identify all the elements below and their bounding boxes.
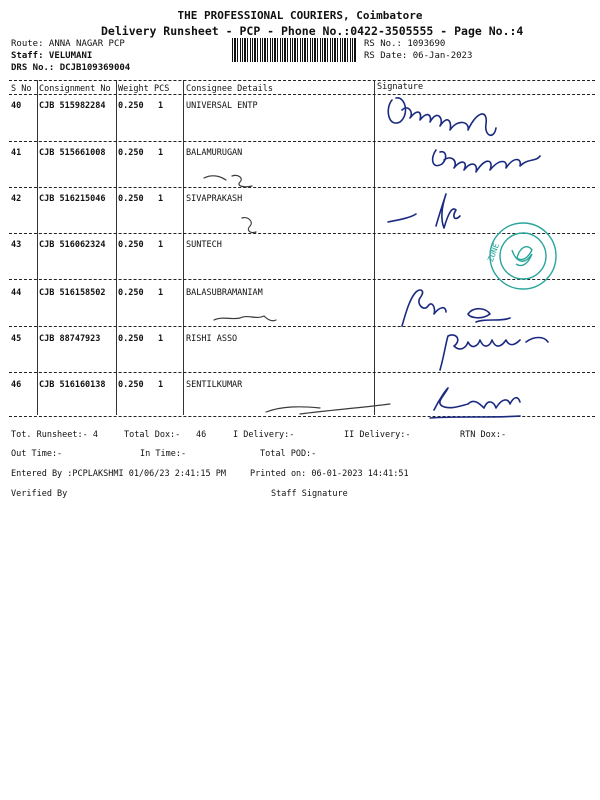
row-rule bbox=[9, 372, 595, 373]
row-consignment: CJB 515982284 bbox=[39, 101, 106, 111]
row-consignment: CJB 516215046 bbox=[39, 194, 106, 204]
printed-on: Printed on: 06-01-2023 14:41:51 bbox=[250, 469, 409, 479]
row-pcs: 1 bbox=[158, 380, 164, 390]
row-rule bbox=[9, 187, 595, 188]
total-dox-label: Total Dox:- bbox=[124, 430, 181, 440]
row-consignee: SENTILKUMAR bbox=[186, 380, 243, 390]
scribble-row-42 bbox=[242, 218, 256, 233]
col-header-consignee: Consignee Details bbox=[186, 84, 273, 94]
in-time: In Time:- bbox=[140, 449, 187, 459]
row-weight: 0.250 bbox=[118, 148, 144, 158]
company-name: THE PROFESSIONAL COURIERS, Coimbatore bbox=[177, 9, 423, 22]
row-sno: 44 bbox=[11, 288, 22, 298]
out-time: Out Time:- bbox=[11, 449, 63, 459]
row-rule bbox=[9, 326, 595, 327]
col-header-signature: Signature bbox=[377, 82, 424, 92]
row-weight: 0.250 bbox=[118, 194, 144, 204]
scribble-row-46 bbox=[266, 404, 390, 414]
row-consignee: SIVAPRAKASH bbox=[186, 194, 243, 204]
row-sno: 40 bbox=[11, 101, 22, 111]
row-consignee: UNIVERSAL ENTP bbox=[186, 101, 258, 111]
row-rule bbox=[9, 233, 595, 234]
drs-number: DRS No.: DCJB109369004 bbox=[11, 63, 131, 73]
barcode bbox=[232, 38, 356, 62]
row-pcs: 1 bbox=[158, 148, 164, 158]
signature-row-42 bbox=[388, 194, 460, 228]
row-pcs: 1 bbox=[158, 194, 164, 204]
row-sno: 41 bbox=[11, 148, 22, 158]
row-weight: 0.250 bbox=[118, 240, 144, 250]
row-consignee: BALASUBRAMANIAM bbox=[186, 288, 263, 298]
row-consignee: RISHI ASSO bbox=[186, 334, 238, 344]
col-divider bbox=[374, 80, 375, 415]
route-label: Route: ANNA NAGAR PCP bbox=[11, 39, 125, 49]
row-weight: 0.250 bbox=[118, 288, 144, 298]
row-consignee: SUNTECH bbox=[186, 240, 222, 250]
scribble-row-41 bbox=[204, 175, 252, 186]
signature-row-44 bbox=[402, 290, 510, 326]
row-rule bbox=[9, 141, 595, 142]
col-header-consignment: Consignment No bbox=[39, 84, 111, 94]
row-weight: 0.250 bbox=[118, 380, 144, 390]
row-consignment: CJB 515661008 bbox=[39, 148, 106, 158]
entered-by: Entered By :PCPLAKSHMI 01/06/23 2:41:15 PM bbox=[11, 469, 226, 479]
row-consignment: CJB 88747923 bbox=[39, 334, 101, 344]
staff-signature: Staff Signature bbox=[271, 489, 348, 499]
signature-row-41 bbox=[433, 150, 540, 172]
col-divider bbox=[183, 80, 184, 415]
row-sno: 46 bbox=[11, 380, 22, 390]
row-consignment: CJB 516158502 bbox=[39, 288, 106, 298]
rs-number: RS No.: 1093690 bbox=[364, 39, 446, 49]
scribble-row-44 bbox=[214, 316, 276, 321]
row-rule bbox=[9, 279, 595, 280]
rtn-dox: RTN Dox:- bbox=[460, 430, 507, 440]
signature-row-46 bbox=[430, 388, 520, 418]
verified-by: Verified By bbox=[11, 489, 68, 499]
row-pcs: 1 bbox=[158, 101, 164, 111]
stamp-text: ZONE bbox=[486, 241, 502, 264]
row-sno: 45 bbox=[11, 334, 22, 344]
total-dox-value: 46 bbox=[196, 430, 207, 440]
i-delivery: I Delivery:- bbox=[233, 430, 295, 440]
document-title: Delivery Runsheet - PCP - Phone No.:0422-3505555 - Page No.:4 bbox=[101, 24, 524, 38]
row-consignment: CJB 516160138 bbox=[39, 380, 106, 390]
tot-runsheet: Tot. Runsheet:- 4 bbox=[11, 430, 98, 440]
row-weight: 0.250 bbox=[118, 101, 144, 111]
col-divider bbox=[37, 80, 38, 415]
row-sno: 43 bbox=[11, 240, 22, 250]
table-bottom-rule bbox=[9, 416, 595, 417]
row-consignee: BALAMURUGAN bbox=[186, 148, 243, 158]
row-sno: 42 bbox=[11, 194, 22, 204]
col-header-pcs: PCS bbox=[154, 84, 170, 94]
staff-label: Staff: VELUMANI bbox=[11, 51, 93, 61]
signature-row-40 bbox=[388, 98, 496, 135]
col-header-weight: Weight bbox=[118, 84, 149, 94]
row-weight: 0.250 bbox=[118, 334, 144, 344]
row-pcs: 1 bbox=[158, 288, 164, 298]
ii-delivery: II Delivery:- bbox=[344, 430, 411, 440]
col-header-sno: S No bbox=[11, 84, 32, 94]
signature-row-45 bbox=[440, 335, 548, 370]
table-top-rule bbox=[9, 80, 595, 81]
row-pcs: 1 bbox=[158, 334, 164, 344]
total-pod: Total POD:- bbox=[260, 449, 317, 459]
row-consignment: CJB 516062324 bbox=[39, 240, 106, 250]
row-pcs: 1 bbox=[158, 240, 164, 250]
col-divider bbox=[116, 80, 117, 415]
rs-date: RS Date: 06-Jan-2023 bbox=[364, 51, 473, 61]
table-header-rule bbox=[9, 94, 595, 95]
